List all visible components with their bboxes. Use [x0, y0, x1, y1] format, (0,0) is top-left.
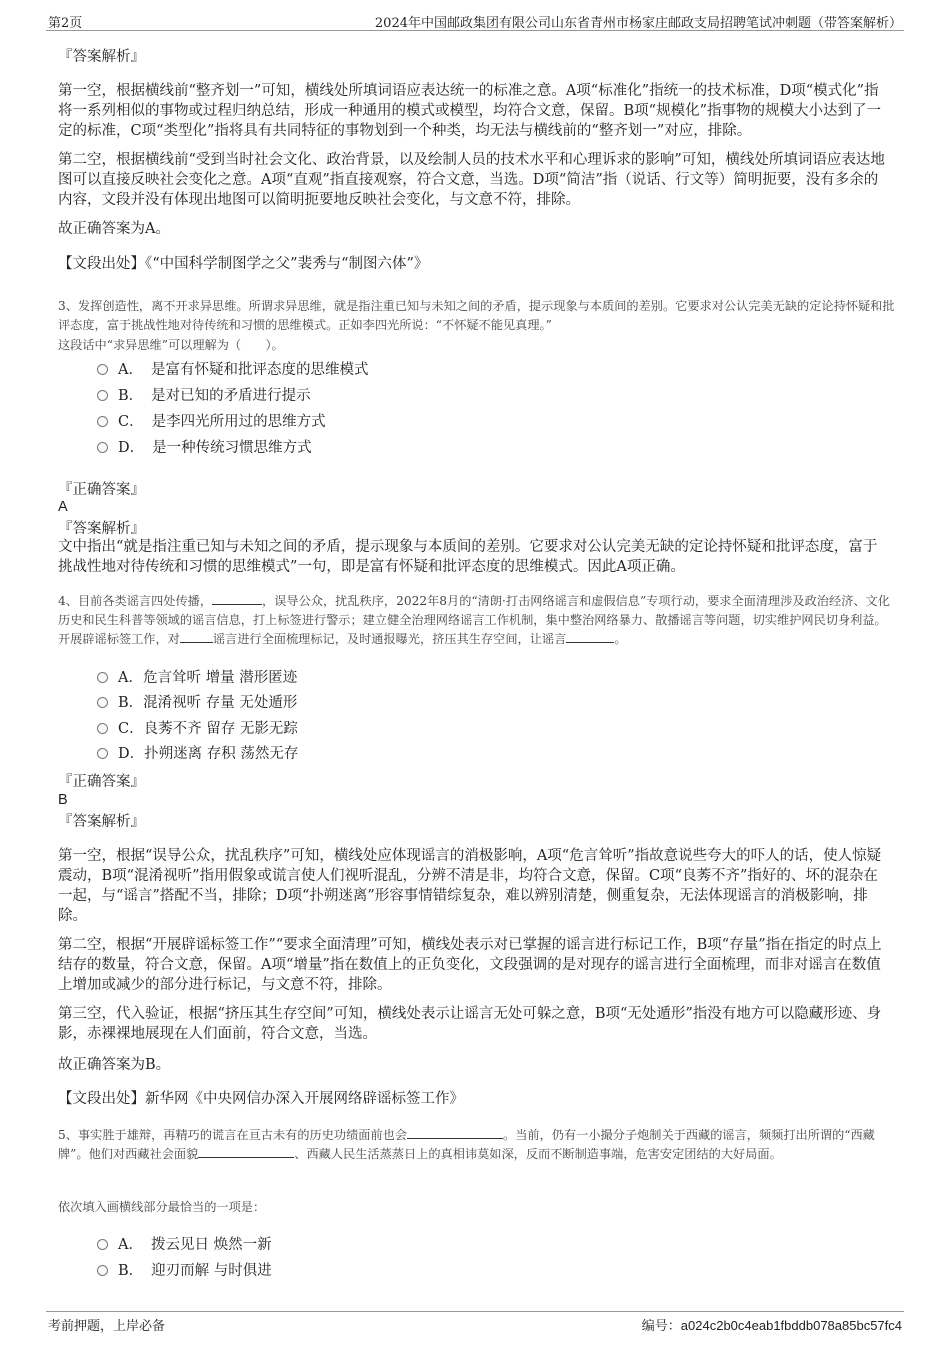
question-stem: 5、事实胜于雄辩，再精巧的谎言在亘古未有的历史功绩面前也会 。当前，仍有一小撮分子炮制关于西藏的谣言，频频打出所谓的“西藏牌”。他们对西藏社会面貌 、西藏人民生活蒸蒸日上的真相讳莫如深，反而不断制造事端，危害安定团结的大好局面。 — [58, 1128, 875, 1161]
analysis-label: 『答案解析』 — [58, 521, 145, 537]
fill-blank — [566, 630, 614, 643]
page-header — [46, 10, 904, 31]
radio-icon[interactable] — [97, 390, 108, 401]
option-c[interactable]: C．良莠不齐 留存 无影无踪 — [97, 719, 298, 739]
fill-blank — [180, 630, 213, 643]
option-a[interactable]: A．危言耸听 增量 潜形匿迹 — [97, 668, 297, 688]
document-title: 2024年中国邮政集团有限公司山东省青州市杨家庄邮政支局招聘笔试冲刺题（带答案解析） — [374, 16, 902, 31]
radio-icon[interactable] — [97, 1239, 108, 1250]
analysis-paragraph: 第三空，代入验证，根据“挤压其生存空间”可知，横线处表示让谣言无处可躲之意，B项“无处遁形”指没有地方可以隐藏形迹、身影，赤裸裸地展现在人们面前，符合文意，当选。 — [58, 1006, 882, 1042]
analysis-paragraph: 第二空，根据“开展辟谣标签工作”“要求全面清理”可知，横线处表示对已掌握的谣言进行标记工作，B项“存量”指在指定的时点上结存的数量，符合文意，保留。A项“增量”指在数值上的正负变化，文段强调的是对现存的谣言进行全面梳理，而非对谣言在数值上增加或减少的部分进行标记，与文意不符，排除。 — [58, 937, 882, 993]
page-footer — [46, 1311, 904, 1342]
option-d[interactable]: D． 是一种传统习惯思维方式 — [97, 438, 312, 458]
correct-answer: A — [58, 499, 68, 515]
source-citation: 【文段出处】《“中国科学制图学之父”裴秀与“制图六体”》 — [58, 256, 429, 272]
option-b[interactable]: B．混淆视听 存量 无处遁形 — [97, 693, 297, 713]
answer-label: 『正确答案』 — [58, 774, 145, 790]
source-citation: 【文段出处】新华网《中央网信办深入开展网络辟谣标签工作》 — [58, 1091, 464, 1107]
fill-blank — [407, 1126, 503, 1139]
option-b[interactable]: B． 迎刃而解 与时俱进 — [97, 1261, 272, 1281]
analysis-paragraph: 文中指出“就是指注重已知与未知之间的矛盾，提示现象与本质间的差别。它要求对公认完美无缺的定论持怀疑和批评态度，富于挑战性地对待传统和习惯的思维模式”一句，即是富有怀疑和批评态度的思维模式。因此A项正确。 — [58, 539, 878, 575]
option-a[interactable]: A． 拨云见日 焕然一新 — [97, 1235, 272, 1255]
radio-icon[interactable] — [97, 748, 108, 759]
option-c[interactable]: C． 是李四光所用过的思维方式 — [97, 412, 326, 432]
analysis-paragraph: 第一空，根据“误导公众，扰乱秩序”可知，横线处应体现谣言的消极影响，A项“危言耸听”指故意说些夸大的吓人的话，使人惊疑震动，B项“混淆视听”指用假象或谎言使人们视听混乱，分辨不清是非，均符合文意，保留。C项“良莠不齐”指好的、坏的混杂在一起，与“谣言”搭配不当，排除；D项“扑朔迷离”形容事情错综复杂，难以辨别清楚，侧重复杂，无法体现谣言的消极影响，排除。 — [58, 848, 882, 924]
radio-icon[interactable] — [97, 442, 108, 453]
answer-conclusion: 故正确答案为A。 — [58, 221, 170, 237]
analysis-paragraph: 第一空，根据横线前“整齐划一”可知，横线处所填词语应表达统一的标准之意。A项“标准化”指统一的技术标准，D项“模式化”指将一系列相似的事物或过程归纳总结，形成一种通用的模式或模型，均符合文意，保留。B项“规模化”指事物的规模大小达到了一定的标准，C项“类型化”指将具有共同特征的事物划到一个种类，均无法与横线前的“整齐划一”对应，排除。 — [58, 83, 881, 139]
page-number: 第2页 — [48, 16, 83, 31]
option-b[interactable]: B． 是对已知的矛盾进行提示 — [97, 386, 311, 406]
answer-label: 『正确答案』 — [58, 482, 145, 498]
question-prompt: 依次填入画横线部分最恰当的一项是： — [58, 1200, 266, 1214]
radio-icon[interactable] — [97, 723, 108, 734]
correct-answer: B — [58, 792, 68, 808]
radio-icon[interactable] — [97, 672, 108, 683]
radio-icon[interactable] — [97, 697, 108, 708]
question-stem: 3、发挥创造性，离不开求异思维。所谓求异思维，就是指注重已知与未知之间的矛盾，提示现象与本质间的差别。它要求对公认完美无缺的定论持怀疑和批评态度，富于挑战性地对待传统和习惯的思维模式。正如李四光所说：“不怀疑不能见真理。” — [58, 299, 895, 332]
radio-icon[interactable] — [97, 1265, 108, 1276]
answer-conclusion: 故正确答案为B。 — [58, 1057, 171, 1073]
fill-blank — [212, 592, 262, 605]
radio-icon[interactable] — [97, 416, 108, 427]
analysis-paragraph: 第二空，根据横线前“受到当时社会文化、政治背景，以及绘制人员的技术水平和心理诉求的影响”可知，横线处所填词语应表达地图可以直接反映社会变化之意。A项“直观”指直接观察，符合文意，当选。D项“简洁”指（说话、行文等）简明扼要，没有多余的内容，文段并没有体现出地图可以简明扼要地反映社会变化，与文意不符，排除。 — [58, 152, 885, 208]
radio-icon[interactable] — [97, 364, 108, 375]
question-prompt: 这段话中“求异思维”可以理解为（ ）。 — [58, 338, 284, 352]
option-a[interactable]: A． 是富有怀疑和批评态度的思维模式 — [97, 360, 368, 380]
question-stem: 4、目前各类谣言四处传播， ，误导公众，扰乱秩序，2022年8月的“清朗·打击网络谣言和虚假信息”专项行动，要求全面清理涉及政治经济、文化历史和民生科普等领域的谣言信息，打上标签进行警示；建立健全治理网络谣言工作机制，集中整治网络暴力、散播谣言等问题，切实维护网民切身利益。开展辟谣标签工作，对 谣言进行全面梳理标记，及时通报曝光，挤压其生存空间，让谣言 。 — [58, 594, 890, 646]
analysis-label: 『答案解析』 — [58, 814, 145, 830]
footer-slogan: 考前押题，上岸必备 — [48, 1319, 166, 1334]
analysis-label: 『答案解析』 — [58, 49, 145, 65]
document-code: 编号：a024c2b0c4eab1fbddb078a85bc57fc4 — [641, 1318, 902, 1334]
option-d[interactable]: D．扑朔迷离 存积 荡然无存 — [97, 744, 298, 764]
fill-blank — [198, 1145, 294, 1158]
